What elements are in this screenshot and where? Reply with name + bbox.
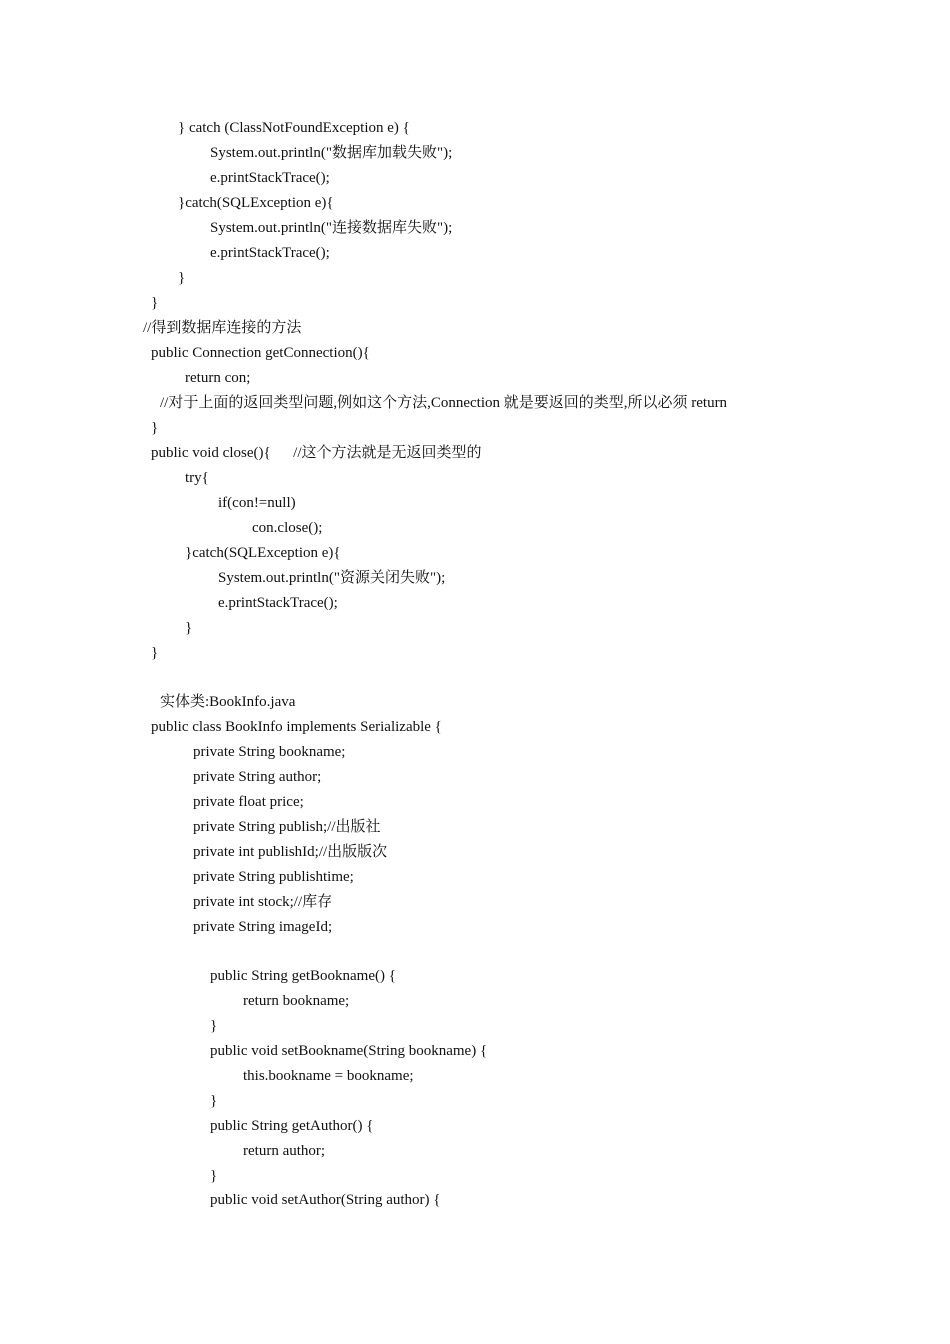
code-line: return author; bbox=[243, 1143, 326, 1159]
code-line: e.printStackTrace(); bbox=[210, 245, 330, 261]
code-line: try{ bbox=[185, 470, 209, 486]
code-line: } bbox=[210, 1093, 218, 1109]
code-line: System.out.println("数据库加载失败"); bbox=[210, 145, 453, 161]
code-line: e.printStackTrace(); bbox=[218, 595, 338, 611]
code-line: private String publish;//出版社 bbox=[193, 819, 381, 835]
code-line: private String publishtime; bbox=[193, 869, 354, 885]
code-line: public class BookInfo implements Serializable { bbox=[151, 719, 442, 735]
code-line: } bbox=[178, 270, 186, 286]
code-line: private String imageId; bbox=[193, 919, 333, 935]
code-line: return bookname; bbox=[243, 993, 350, 1009]
code-line: private float price; bbox=[193, 794, 304, 810]
code-line: } bbox=[210, 1018, 218, 1034]
code-line: private int publishId;//出版版次 bbox=[193, 844, 388, 860]
code-line: }catch(SQLException e){ bbox=[178, 195, 334, 211]
code-line: } bbox=[151, 420, 159, 436]
code-line: } bbox=[151, 295, 159, 311]
code-line: } bbox=[210, 1168, 218, 1184]
code-line: public void close(){ //这个方法就是无返回类型的 bbox=[151, 445, 482, 461]
code-line: private String author; bbox=[193, 769, 322, 785]
code-line: System.out.println("资源关闭失败"); bbox=[218, 570, 446, 586]
code-line: private int stock;//库存 bbox=[193, 894, 333, 910]
code-comment-line: //得到数据库连接的方法 bbox=[143, 320, 302, 336]
code-line: e.printStackTrace(); bbox=[210, 170, 330, 186]
code-line: public void setAuthor(String author) { bbox=[210, 1192, 441, 1208]
section-heading: 实体类:BookInfo.java bbox=[160, 694, 296, 710]
code-line: System.out.println("连接数据库失败"); bbox=[210, 220, 453, 236]
code-comment-line: //对于上面的返回类型问题,例如这个方法,Connection 就是要返回的类型,所以必须 return bbox=[160, 395, 728, 411]
code-line: }catch(SQLException e){ bbox=[185, 545, 341, 561]
code-line: public void setBookname(String bookname) { bbox=[210, 1043, 488, 1059]
code-line: public String getBookname() { bbox=[210, 968, 396, 984]
code-line: private String bookname; bbox=[193, 744, 346, 760]
code-line: con.close(); bbox=[252, 520, 323, 536]
code-line: } catch (ClassNotFoundException e) { bbox=[178, 120, 410, 136]
code-line: public Connection getConnection(){ bbox=[151, 345, 370, 361]
code-line: return con; bbox=[185, 370, 251, 386]
code-line: } bbox=[151, 645, 159, 661]
code-line: this.bookname = bookname; bbox=[243, 1068, 414, 1084]
code-line: public String getAuthor() { bbox=[210, 1118, 374, 1134]
code-line: if(con!=null) bbox=[218, 495, 296, 511]
code-line: } bbox=[185, 620, 193, 636]
